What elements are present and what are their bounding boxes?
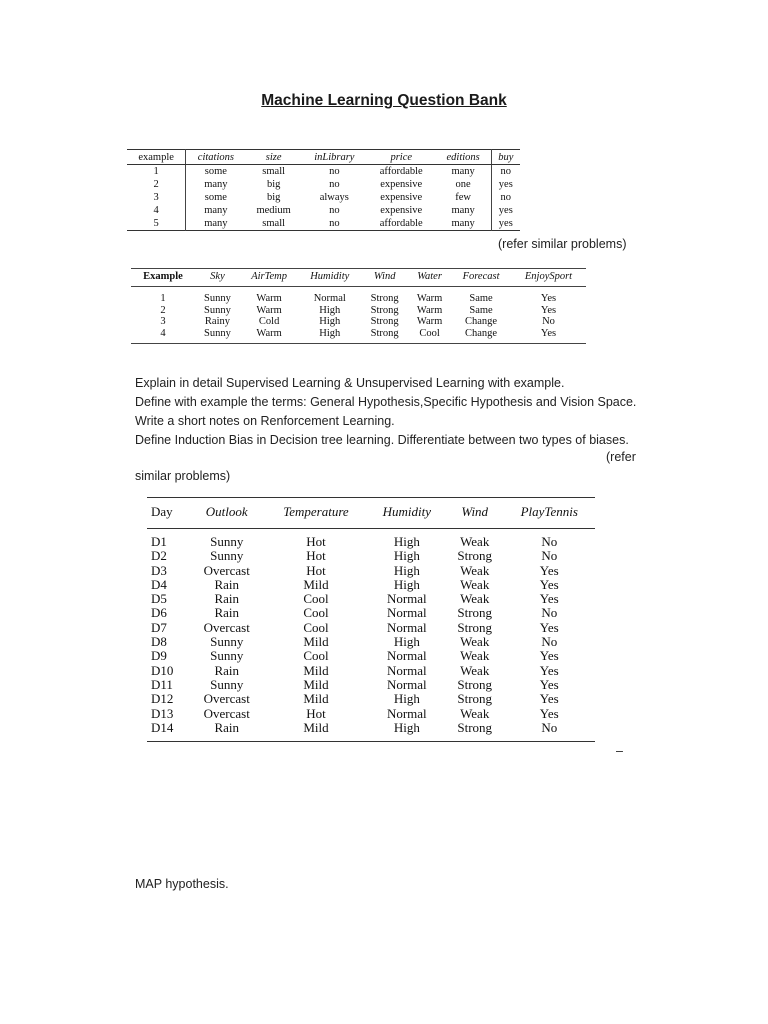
column-header: size [245,150,301,165]
table-cell: No [542,316,555,327]
table-cell: Strong [370,304,399,316]
table-cell: big [266,179,281,190]
table-cell: Sunny [210,676,244,692]
table-cell: yes [498,179,513,190]
table-cell: D6 [151,605,167,621]
table-cell: D10 [151,662,174,678]
table-cell: Yes [539,676,559,692]
table-row [147,592,595,606]
page-title: Machine Learning Question Bank [261,92,507,109]
table-cell: High [319,316,341,327]
table-cell: Yes [539,562,559,578]
table-cell: D14 [151,719,174,735]
table-cell: High [393,534,420,549]
table-cell: small [262,218,286,229]
table-cell: Normal [386,591,427,607]
table-cell: 2 [160,304,166,316]
table-row [127,191,520,204]
table-cell: no [329,179,340,190]
table-cell: D4 [151,576,167,592]
table-row [131,328,586,344]
column-header: Wind [461,504,489,519]
table-cell: Yes [540,293,557,304]
table-cell: Warm [256,304,282,316]
table-row [131,316,586,328]
refer-note-part1: (refer [606,450,636,464]
table-cell: High [393,634,420,650]
table-cell: Weak [460,634,490,650]
table-cell: D2 [151,548,167,564]
table-cell: Strong [457,691,493,707]
table-cell: D1 [151,534,167,549]
table-cell: D9 [151,648,167,664]
table-cell: Yes [540,327,557,339]
column-header: citations [186,150,246,165]
table-cell: Normal [386,605,427,621]
table-cell: No [541,634,558,650]
table-cell: Same [469,293,493,304]
table-cell: Weak [460,576,490,592]
table-row [147,707,595,721]
column-header: editions [436,150,491,165]
table-cell: High [393,576,420,592]
table-cell: 2 [127,178,186,191]
column-header: Humidity [310,271,350,282]
table-cell: Sunny [204,304,231,316]
table-cell: Normal [313,293,346,304]
column-header: Outlook [205,504,248,519]
column-header: Sky [210,271,225,282]
table-cell: many [204,179,228,190]
table-cell: Overcast [203,705,250,721]
column-header: Temperature [283,504,349,519]
column-header: PlayTennis [520,504,578,519]
table-cell: High [393,548,420,564]
table-cell: Rain [214,591,240,607]
table-cell: few [436,191,491,204]
table-cell: Yes [539,619,559,635]
table-cell: yes [498,205,513,216]
table-cell: one [436,178,491,191]
table-cell: Mild [303,634,329,650]
table-row [147,664,595,678]
table-cell: Weak [460,648,490,664]
table-row [127,178,520,191]
table-cell: Hot [306,534,326,549]
table-cell: Strong [370,327,399,339]
table-cell: expensive [380,179,423,190]
column-header: example [127,150,186,165]
table-cell: Sunny [210,648,244,664]
table-cell: Rain [214,719,240,735]
table-cell: D12 [151,691,174,707]
table-row [147,635,595,649]
table-row [147,578,595,592]
table-cell: No [541,534,558,549]
table-cell: no [500,192,512,203]
table-cell: Mild [303,676,329,692]
table-cell: Hot [306,562,326,578]
question-item: Explain in detail Supervised Learning & Unsupervised Learning with example. [135,376,565,390]
table-cell: small [262,166,286,177]
table-cell: D5 [151,591,167,607]
table-cell: Hot [306,548,326,564]
table-cell: 4 [160,327,166,339]
table-row [131,305,586,317]
column-header: Example [143,271,183,282]
table-cell: Warm [416,316,443,327]
table-cell: Sunny [210,534,244,549]
table-cell: Strong [370,293,399,304]
table-row [131,287,586,305]
table-cell: 3 [127,191,186,204]
table-cell: No [541,548,558,564]
table-cell: some [204,192,227,203]
table-row [147,606,595,620]
table-cell: 1 [127,165,186,179]
table-cell: Strong [457,605,493,621]
column-header: inLibrary [302,150,367,165]
table-cell: D11 [151,676,173,692]
table-cell: Overcast [203,619,250,635]
table-cell: 3 [160,316,166,327]
column-header: price [367,150,436,165]
table-row [147,692,595,706]
table-cell: D8 [151,634,167,650]
question-item: Define with example the terms: General Hypothesis,Specific Hypothesis and Vision Space. [135,395,637,409]
table-cell: Same [469,304,493,316]
table-header-row [131,269,586,287]
table-cell: Sunny [204,327,231,339]
table-cell: many [436,204,491,217]
table-cell: many [436,217,491,231]
table-cell: Yes [540,304,557,316]
column-header: Water [417,271,442,282]
table-cell: Warm [256,327,282,339]
table-row [147,649,595,663]
table-cell: No [541,719,558,735]
table-cell: always [319,192,349,203]
table-cell: some [204,166,227,177]
table-cell: Change [465,327,498,339]
table-cell: Sunny [210,634,244,650]
dash-mark: – [616,744,623,758]
map-hypothesis-line: MAP hypothesis. [135,877,229,891]
table-cell: Cool [303,591,329,607]
table-cell: 5 [127,217,186,231]
table-cell: Strong [457,619,493,635]
column-header: EnjoySport [524,271,573,282]
table-cell: Strong [457,676,493,692]
table-row [147,529,595,550]
table-cell: Cool [303,648,329,664]
table-cell: medium [256,205,291,216]
table-cell: Weak [460,562,490,578]
table-row [147,621,595,635]
table-cell: no [329,205,340,216]
table-cell: Hot [306,705,326,721]
table-cell: many [436,165,491,179]
table-cell: High [393,691,420,707]
table-cell: affordable [379,218,423,229]
table-cell: Yes [539,691,559,707]
column-header: Day [151,504,173,519]
table-cell: Weak [460,705,490,721]
table-cell: yes [498,218,513,229]
question-list [135,374,636,450]
table-cell: Normal [386,676,427,692]
table-cell: 4 [127,204,186,217]
table-cell: Normal [386,619,427,635]
column-header: Forecast [462,271,500,282]
column-header: Humidity [382,504,432,519]
table-cell: Overcast [203,562,250,578]
playtennis-table-body [147,529,595,742]
table-cell: Mild [303,691,329,707]
table-row [147,721,595,742]
table-cell: D3 [151,562,167,578]
question-item: Write a short notes on Renforcement Learning. [135,414,395,428]
books-table [127,149,520,231]
table-cell: Yes [539,705,559,721]
table-row [147,678,595,692]
table-cell: Mild [303,719,329,735]
table-cell: Sunny [204,293,231,304]
table-cell: Mild [303,576,329,592]
table-cell: affordable [379,166,423,177]
table-cell: D13 [151,705,174,721]
table-cell: Rain [214,662,240,678]
table-cell: Yes [539,591,559,607]
table-cell: Warm [256,293,282,304]
table-cell: Strong [457,548,493,564]
table-cell: 1 [160,293,166,304]
table-cell: expensive [380,205,423,216]
table-cell: Cool [419,327,440,339]
table-row [127,204,520,217]
table-row [147,549,595,563]
enjoysport-table [131,268,586,344]
table-cell: Overcast [203,691,250,707]
playtennis-table [147,497,595,742]
table-cell: Warm [416,293,443,304]
table-cell: Yes [539,662,559,678]
table-row [127,217,520,231]
table-cell: Weak [460,591,490,607]
table-row [127,165,520,179]
table-cell: Strong [457,719,493,735]
table-cell: many [204,205,228,216]
column-header: Wind [373,271,396,282]
table-cell: High [319,327,341,339]
table-cell: Normal [386,648,427,664]
table-cell: Rain [214,605,240,621]
table-cell: Change [465,316,498,327]
table-cell: D7 [151,619,167,635]
table-cell: Rainy [204,316,230,327]
table-cell: High [393,719,420,735]
table-header-row [147,498,595,529]
table-cell: many [204,218,228,229]
table-cell: big [266,192,281,203]
table-cell: expensive [380,192,423,203]
refer-note-part2: similar problems) [135,469,231,483]
table-cell: Normal [386,705,427,721]
table-cell: Yes [539,576,559,592]
table-cell: Normal [386,662,427,678]
table-cell: Cool [303,619,329,635]
table-cell: no [500,166,512,177]
table-cell: no [329,218,340,229]
table-cell: Rain [214,576,240,592]
table-row [147,564,595,578]
table-header-row [127,150,520,165]
table-cell: Cool [303,605,329,621]
refer-note: (refer similar problems) [498,237,627,251]
column-header: buy [491,150,520,165]
question-item: Define Induction Bias in Decision tree learning. Differentiate between two types of biases. [135,433,629,447]
table-cell: No [541,605,558,621]
table-cell: Weak [460,662,490,678]
column-header: AirTemp [251,271,288,282]
table-cell: High [393,562,420,578]
table-cell: Sunny [210,548,244,564]
table-cell: Yes [539,648,559,664]
table-cell: Mild [303,662,329,678]
table-cell: Cold [258,316,280,327]
table-cell: no [329,166,340,177]
table-cell: Weak [460,534,490,549]
table-cell: High [319,304,341,316]
table-cell: Strong [370,316,399,327]
table-cell: Warm [416,304,443,316]
